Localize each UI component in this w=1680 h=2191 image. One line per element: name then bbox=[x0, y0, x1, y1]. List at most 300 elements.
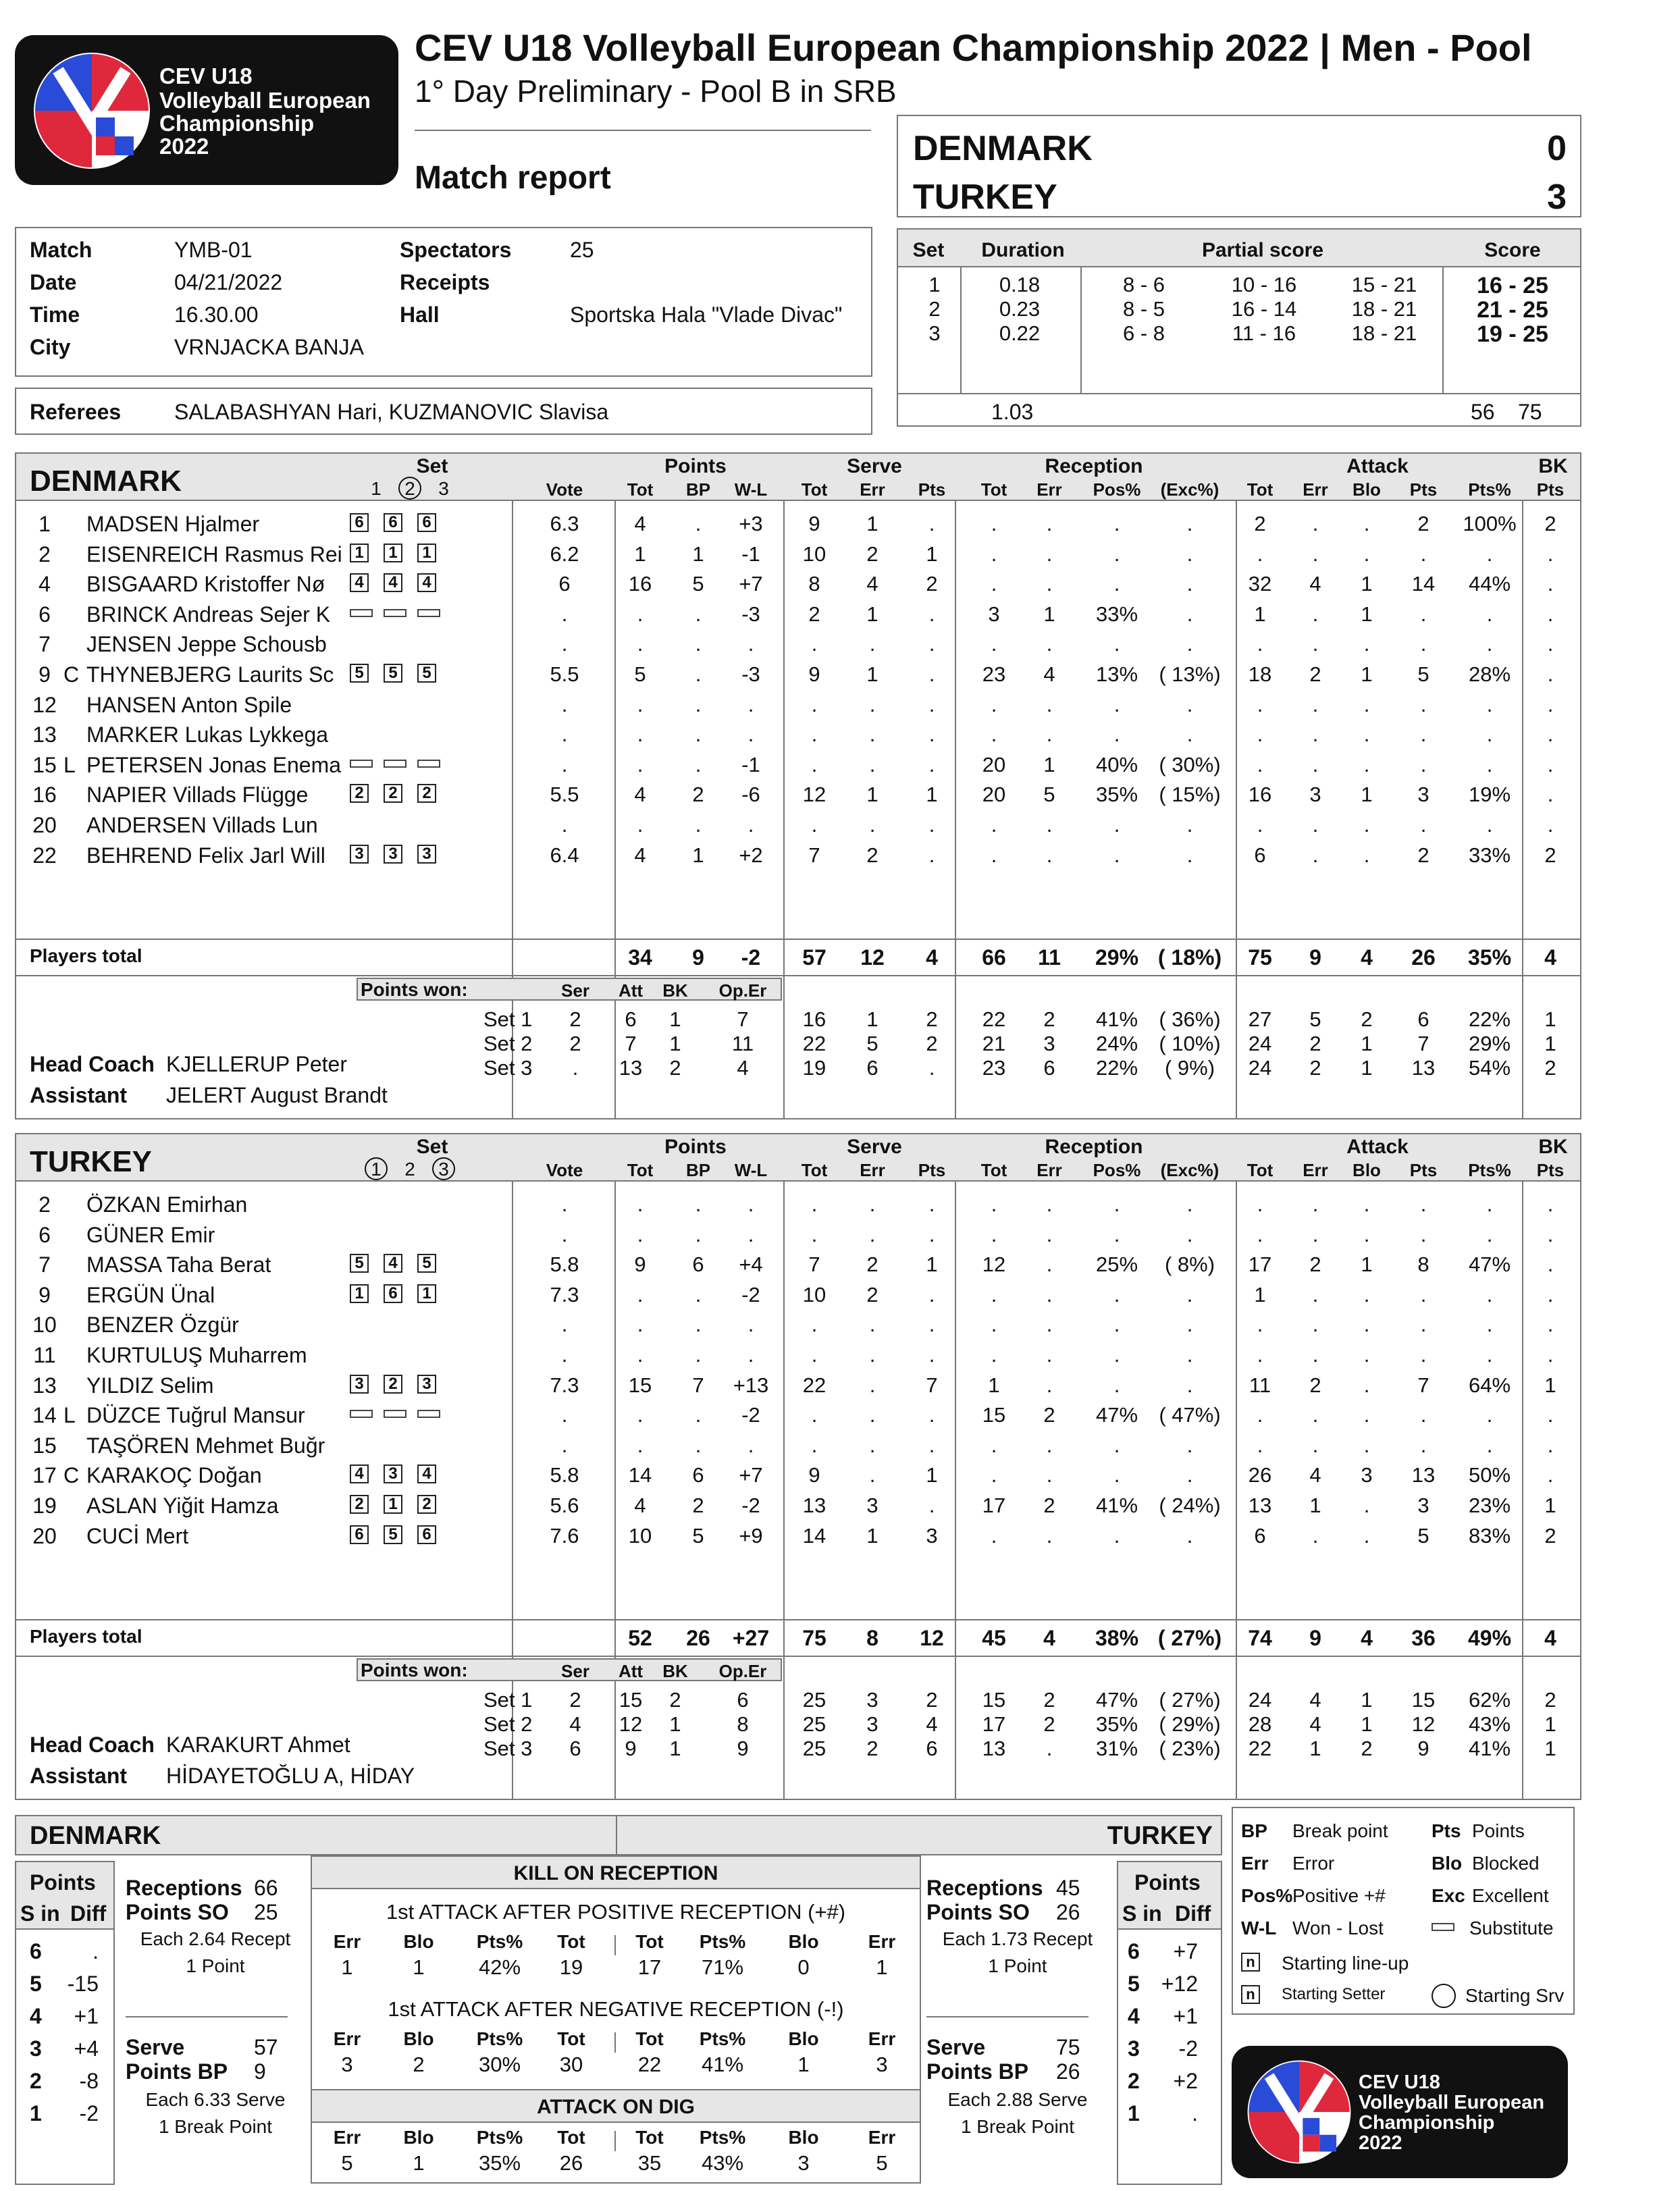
player-number: 22 bbox=[32, 843, 57, 868]
stat-cell: 4 bbox=[634, 1494, 646, 1517]
stat-cell: 2 bbox=[1043, 1494, 1055, 1517]
bottom-team-divider bbox=[616, 1815, 617, 1855]
player-name: MADSEN Hjalmer bbox=[86, 512, 260, 536]
stat-cell: -3 bbox=[741, 662, 760, 686]
stat-cell: 14 bbox=[802, 1523, 826, 1548]
lineup-box: 5 bbox=[384, 664, 402, 683]
points-won-col: BK bbox=[662, 1661, 688, 1681]
stat-cell: . bbox=[1486, 692, 1493, 716]
stat-cell: . bbox=[1486, 1222, 1493, 1246]
stat-cell: . bbox=[561, 632, 568, 656]
player-name: ANDERSEN Villads Lun bbox=[86, 813, 318, 837]
player-name: KURTULUŞ Muharrem bbox=[86, 1343, 307, 1367]
stat-cell: 1 bbox=[1043, 752, 1055, 776]
set-stat-cell: 29% bbox=[1468, 1032, 1511, 1055]
legend-key: Exc bbox=[1432, 1885, 1465, 1906]
points-won-col: Ser bbox=[561, 1661, 589, 1681]
stat-cell: . bbox=[1186, 1313, 1193, 1337]
legend-key: Pos% bbox=[1241, 1885, 1293, 1906]
stat-cell: 6 bbox=[692, 1252, 704, 1277]
sin-rotation: 4 bbox=[30, 2004, 42, 2028]
total-cell: 66 bbox=[982, 945, 1006, 970]
kill-cell: 1 bbox=[797, 2053, 810, 2076]
set-num-header: 3 bbox=[438, 1159, 449, 1180]
table-divider bbox=[1236, 1182, 1237, 1800]
stat-cell: . bbox=[1186, 632, 1193, 656]
totals-divider bbox=[15, 1656, 1581, 1657]
col-sub-header: (Exc%) bbox=[1160, 479, 1219, 500]
stat-cell: 4 bbox=[1309, 1463, 1321, 1487]
kill-col-header: Tot bbox=[557, 2127, 585, 2148]
stat-cell: . bbox=[1547, 1433, 1554, 1457]
stat-cell: -1 bbox=[741, 542, 760, 566]
stat-cell: . bbox=[1547, 692, 1554, 716]
total-cell: 12 bbox=[920, 1626, 944, 1650]
total-cell: 26 bbox=[1411, 945, 1436, 970]
player-name: BRINCK Andreas Sejer K bbox=[86, 602, 331, 627]
table-divider bbox=[783, 501, 785, 1119]
match-info-value: 04/21/2022 bbox=[174, 270, 283, 294]
stat-cell: . bbox=[695, 632, 702, 656]
stat-cell: . bbox=[1363, 1403, 1370, 1427]
col-sub-header: Pos% bbox=[1093, 1160, 1141, 1180]
kill-col-header: Blo bbox=[788, 2028, 819, 2049]
set-stat-cell: 19 bbox=[802, 1056, 826, 1080]
right-serve-label: Serve bbox=[926, 2035, 986, 2059]
stat-cell: . bbox=[1113, 1433, 1120, 1457]
stat-cell: +7 bbox=[739, 1463, 763, 1487]
stat-cell: 14 bbox=[1411, 572, 1436, 596]
col-sub-header: Err bbox=[860, 479, 885, 500]
set-stat-cell: 1 bbox=[1544, 1712, 1556, 1736]
kill-col-header: Pts% bbox=[699, 1931, 746, 1952]
col-sub-header: Tot bbox=[980, 479, 1007, 500]
head-coach-label: Head Coach bbox=[30, 1052, 155, 1076]
set-num-header: 1 bbox=[371, 478, 382, 499]
stat-cell: . bbox=[637, 752, 644, 776]
col-sub-header: Pts bbox=[918, 479, 946, 500]
kill-cell: 71% bbox=[701, 1955, 744, 1979]
stat-cell: . bbox=[747, 632, 754, 656]
player-number: 1 bbox=[38, 512, 51, 536]
stat-cell: 7 bbox=[692, 1373, 704, 1397]
cev-logo-bottom bbox=[1232, 2046, 1568, 2178]
stat-cell: . bbox=[695, 662, 702, 686]
stat-cell: . bbox=[869, 692, 876, 716]
stat-cell: . bbox=[1257, 1222, 1263, 1246]
stat-cell: . bbox=[637, 813, 644, 837]
set-pw-cell: 1 bbox=[669, 1007, 681, 1031]
stat-cell: ( 15%) bbox=[1159, 783, 1221, 807]
stat-cell: 13 bbox=[1411, 1463, 1436, 1487]
player-number: 4 bbox=[38, 572, 51, 597]
stat-cell: . bbox=[811, 722, 818, 747]
stat-cell: . bbox=[928, 662, 935, 686]
stat-cell: . bbox=[637, 1222, 644, 1246]
set-circle-icon bbox=[432, 1157, 455, 1180]
set-stat-cell: 7 bbox=[1417, 1032, 1429, 1055]
stat-cell: . bbox=[747, 1192, 754, 1216]
stat-cell: . bbox=[1046, 1433, 1053, 1457]
logo-text-2: Volleyball European bbox=[1359, 2092, 1545, 2113]
col-sub-header: Tot bbox=[1246, 1160, 1274, 1180]
total-cell: -2 bbox=[741, 945, 761, 970]
stat-cell: 1 bbox=[926, 1252, 938, 1277]
sin-rotation: 5 bbox=[30, 1972, 42, 1996]
stat-cell: . bbox=[1046, 512, 1053, 535]
stat-cell: . bbox=[991, 813, 997, 837]
set-partial-1: 8 - 6 bbox=[1122, 273, 1165, 296]
kill-col-header: Err bbox=[333, 1931, 361, 1952]
stat-cell: 1 bbox=[926, 1463, 938, 1487]
stat-cell: . bbox=[1113, 1523, 1120, 1548]
stat-cell: 12 bbox=[982, 1252, 1006, 1277]
stat-cell: 5 bbox=[1043, 783, 1055, 807]
sin-diff: -15 bbox=[67, 1972, 99, 1996]
right-bp-label: Points BP bbox=[926, 2059, 1029, 2084]
stat-cell: . bbox=[928, 1192, 935, 1216]
stat-cell: . bbox=[991, 722, 997, 747]
set-stat-cell: 2 bbox=[1361, 1737, 1373, 1760]
sin-rotation: 3 bbox=[1128, 2036, 1140, 2061]
totals-divider bbox=[15, 939, 1581, 940]
stat-cell: . bbox=[1186, 813, 1193, 837]
lineup-box: 1 bbox=[350, 1284, 369, 1303]
stat-cell: . bbox=[1046, 1373, 1053, 1397]
stat-cell: . bbox=[1312, 843, 1319, 867]
stat-cell: . bbox=[1363, 843, 1370, 867]
col-sub-header: Tot bbox=[801, 1160, 828, 1180]
lineup-box: 4 bbox=[350, 1464, 369, 1483]
set-pw-cell: 6 bbox=[737, 1688, 749, 1712]
stat-cell: . bbox=[1420, 813, 1427, 837]
stat-cell: 7 bbox=[808, 843, 820, 867]
stat-cell: 8 bbox=[808, 572, 820, 596]
stat-cell: 13 bbox=[1248, 1494, 1272, 1517]
assistant-label: Assistant bbox=[30, 1764, 128, 1788]
player-name: BISGAARD Kristoffer Nø bbox=[86, 572, 325, 597]
set-row-label: Set 2 bbox=[483, 1712, 533, 1736]
stat-cell: 20 bbox=[982, 752, 1006, 776]
set-stat-cell: 22 bbox=[1248, 1737, 1272, 1760]
col-sub-header: Vote bbox=[546, 479, 583, 500]
stat-cell: . bbox=[637, 722, 644, 747]
player-number: 20 bbox=[32, 813, 57, 837]
total-cell: 4 bbox=[1361, 945, 1373, 970]
set-pw-cell: 12 bbox=[619, 1712, 643, 1736]
stat-cell: . bbox=[1363, 813, 1370, 837]
stat-cell: 33% bbox=[1468, 843, 1511, 867]
col-sub-header: BP bbox=[685, 1160, 711, 1180]
total-cell: 57 bbox=[802, 945, 826, 970]
stat-cell: . bbox=[991, 692, 997, 716]
stat-cell: +2 bbox=[739, 843, 763, 867]
kill-cell: 19 bbox=[559, 1955, 583, 1979]
stat-cell: . bbox=[695, 1433, 702, 1457]
table-divider bbox=[955, 501, 956, 1119]
stat-cell: . bbox=[1547, 1252, 1554, 1277]
total-cell: 75 bbox=[1248, 945, 1272, 970]
col-sub-header: Pos% bbox=[1093, 479, 1141, 500]
lineup-box: 2 bbox=[417, 1495, 436, 1514]
stat-cell: . bbox=[811, 1403, 818, 1427]
total-cell: 4 bbox=[1544, 1626, 1556, 1650]
lineup-box: 4 bbox=[384, 1254, 402, 1273]
set-pw-cell: 9 bbox=[737, 1737, 749, 1760]
stat-cell: . bbox=[1547, 722, 1554, 747]
stat-cell: 17 bbox=[982, 1494, 1006, 1517]
stat-cell: +7 bbox=[739, 572, 763, 596]
stat-cell: 3 bbox=[1417, 783, 1429, 807]
total-cell: 26 bbox=[686, 1626, 710, 1650]
lineup-box: 3 bbox=[350, 1375, 369, 1394]
sin-diff: +2 bbox=[1173, 2069, 1198, 2093]
stat-cell: 83% bbox=[1468, 1523, 1511, 1548]
stat-cell: . bbox=[637, 632, 644, 656]
legend-key: Err bbox=[1241, 1853, 1269, 1874]
lineup-box: 1 bbox=[350, 544, 369, 562]
stat-cell: . bbox=[1113, 1373, 1120, 1397]
player-name: ERGÜN Ünal bbox=[86, 1282, 215, 1307]
set-circle-icon bbox=[398, 477, 421, 500]
sets-col-partial: Partial score bbox=[1201, 239, 1324, 261]
col-reception-header: Reception bbox=[1045, 1136, 1143, 1158]
match-info-value: 25 bbox=[570, 238, 594, 262]
sin-diff: +12 bbox=[1161, 1972, 1198, 1996]
stat-cell: 7 bbox=[926, 1373, 938, 1397]
legend-value: Starting line-up bbox=[1282, 1953, 1409, 1974]
stat-cell: . bbox=[1363, 1494, 1370, 1517]
lineup-box: 4 bbox=[350, 573, 369, 592]
player-number: 13 bbox=[32, 1373, 57, 1398]
stat-cell: . bbox=[1046, 722, 1053, 747]
stat-cell: . bbox=[928, 1313, 935, 1337]
stat-cell: . bbox=[1257, 722, 1263, 747]
stat-cell: +13 bbox=[733, 1373, 769, 1397]
stat-cell: . bbox=[1186, 1343, 1193, 1367]
stat-cell: . bbox=[1257, 542, 1263, 566]
match-info-value: VRNJACKA BANJA bbox=[174, 335, 364, 359]
stat-cell: . bbox=[1547, 632, 1554, 656]
set-row-label: Set 2 bbox=[483, 1032, 533, 1055]
stat-cell: . bbox=[1186, 722, 1193, 747]
kill-col-header: Blo bbox=[403, 1931, 434, 1952]
stat-cell: 10 bbox=[802, 1282, 826, 1306]
total-cell: 29% bbox=[1095, 945, 1139, 970]
kill-col-header: Tot bbox=[635, 2028, 664, 2049]
set-score: 19 - 25 bbox=[1477, 321, 1548, 347]
stat-cell: 5.8 bbox=[550, 1252, 579, 1277]
stat-cell: . bbox=[1312, 632, 1319, 656]
legend-value: Break point bbox=[1292, 1820, 1388, 1841]
stat-cell: . bbox=[561, 1192, 568, 1216]
table-divider bbox=[955, 1182, 956, 1800]
sin-rotation: 6 bbox=[1128, 1939, 1140, 1963]
stat-cell: . bbox=[1186, 512, 1193, 535]
set-pw-cell: 1 bbox=[669, 1712, 681, 1736]
player-name: NAPIER Villads Flügge bbox=[86, 783, 309, 808]
legend-value: Points bbox=[1472, 1820, 1525, 1841]
stat-cell: . bbox=[1420, 602, 1427, 626]
legend-value: Excellent bbox=[1472, 1885, 1549, 1906]
set-duration: 0.18 bbox=[999, 273, 1041, 296]
stat-cell: . bbox=[1113, 843, 1120, 867]
set-stat-cell: 47% bbox=[1095, 1688, 1138, 1712]
stat-cell: 6.4 bbox=[550, 843, 579, 867]
stat-cell: 35% bbox=[1095, 783, 1138, 807]
stat-cell: 2 bbox=[1544, 512, 1556, 535]
set-stat-cell: 62% bbox=[1468, 1688, 1511, 1712]
set-stat-cell: 24 bbox=[1248, 1032, 1272, 1055]
stat-cell: . bbox=[695, 1343, 702, 1367]
stat-cell: . bbox=[811, 1433, 818, 1457]
stat-cell: 6 bbox=[1254, 1523, 1266, 1548]
left-each2b: 1 Break Point bbox=[158, 2116, 273, 2137]
stat-cell: . bbox=[561, 692, 568, 716]
col-sub-header: Pts bbox=[1409, 1160, 1438, 1180]
col-sub-header: Tot bbox=[627, 1160, 654, 1180]
legend-value: Won - Lost bbox=[1292, 1918, 1384, 1938]
stat-cell: . bbox=[637, 692, 644, 716]
sin-rotation: 3 bbox=[30, 2036, 42, 2061]
left-sin-label: S in bbox=[20, 1901, 60, 1926]
stat-cell: . bbox=[1113, 542, 1120, 566]
set-stat-cell: 1 bbox=[1544, 1032, 1556, 1055]
set-stat-cell: ( 36%) bbox=[1159, 1007, 1221, 1031]
stat-cell: ( 24%) bbox=[1159, 1494, 1221, 1517]
stat-cell: . bbox=[637, 602, 644, 626]
set-pw-cell: 13 bbox=[619, 1056, 643, 1080]
stat-cell: . bbox=[561, 1222, 568, 1246]
stat-cell: . bbox=[747, 813, 754, 837]
bottom-team-a: DENMARK bbox=[30, 1822, 161, 1850]
stat-cell: 1 bbox=[866, 662, 878, 686]
total-cell: 8 bbox=[866, 1626, 878, 1650]
legend-key: Pts bbox=[1432, 1820, 1461, 1841]
set-stat-cell: 4 bbox=[1309, 1712, 1321, 1736]
set-stat-cell: 2 bbox=[1043, 1712, 1055, 1736]
stat-cell: 2 bbox=[1309, 1252, 1321, 1277]
stat-cell: 4 bbox=[866, 572, 878, 596]
sin-rotation: 1 bbox=[30, 2101, 42, 2126]
logo-text-1: CEV U18 bbox=[159, 63, 253, 88]
set-stat-cell: 3 bbox=[866, 1688, 878, 1712]
stat-cell: . bbox=[811, 1222, 818, 1246]
total-cell: 45 bbox=[982, 1626, 1006, 1650]
stat-cell: 1 bbox=[1309, 1494, 1321, 1517]
set-stat-cell: 35% bbox=[1095, 1712, 1138, 1736]
legend-value: Positive +# bbox=[1292, 1885, 1386, 1906]
report-title: Match report bbox=[415, 160, 611, 196]
player-number: 19 bbox=[32, 1494, 57, 1518]
kill-box bbox=[311, 1855, 921, 2101]
stat-cell: . bbox=[869, 1313, 876, 1337]
stat-cell: . bbox=[695, 722, 702, 747]
set-stat-cell: 17 bbox=[982, 1712, 1006, 1736]
stat-cell: 6 bbox=[1254, 843, 1266, 867]
left-serve-label: Serve bbox=[126, 2035, 185, 2059]
kill-cell: 1 bbox=[413, 2151, 425, 2175]
stat-cell: 10 bbox=[628, 1523, 652, 1548]
legend-value: Error bbox=[1292, 1853, 1335, 1874]
stat-cell: . bbox=[1113, 722, 1120, 747]
player-name: PETERSEN Jonas Enema bbox=[86, 752, 342, 777]
stat-cell: . bbox=[1547, 542, 1554, 566]
kill-col-header: Pts% bbox=[699, 2127, 746, 2148]
set-stat-cell: 2 bbox=[1043, 1688, 1055, 1712]
substitute-icon bbox=[417, 1410, 440, 1418]
col-sub-header: BP bbox=[685, 479, 711, 500]
points-won-col: Op.Er bbox=[718, 1661, 767, 1681]
score-sets-a: 0 bbox=[1547, 129, 1567, 168]
legend-lineup-box: n bbox=[1241, 1985, 1260, 2004]
set-stat-cell: 22% bbox=[1468, 1007, 1511, 1031]
player-number: 17 bbox=[32, 1463, 57, 1488]
page-subtitle: 1° Day Preliminary - Pool B in SRB bbox=[415, 74, 897, 109]
stat-cell: 1 bbox=[692, 542, 704, 566]
set-stat-cell: 9 bbox=[1417, 1737, 1429, 1760]
col-sub-header: Pts bbox=[918, 1160, 946, 1180]
assistant-name: HİDAYETOĞLU A, HİDAY bbox=[166, 1764, 415, 1788]
stat-cell: . bbox=[928, 722, 935, 747]
dig-title: ATTACK ON DIG bbox=[537, 2096, 695, 2118]
stat-cell: 2 bbox=[1417, 843, 1429, 867]
stat-cell: . bbox=[1186, 843, 1193, 867]
player-name: MARKER Lukas Lykkega bbox=[86, 722, 329, 747]
stat-cell: . bbox=[637, 1343, 644, 1367]
col-sub-header: Err bbox=[1036, 1160, 1062, 1180]
match-info-label: Receipts bbox=[400, 270, 490, 294]
substitute-icon bbox=[417, 609, 440, 617]
set-stat-cell: ( 23%) bbox=[1159, 1737, 1221, 1760]
stat-cell: . bbox=[1186, 1192, 1193, 1216]
kill-col-header: Pts% bbox=[476, 1931, 523, 1952]
stat-cell: . bbox=[1046, 542, 1053, 566]
player-number: 12 bbox=[32, 692, 57, 717]
stat-cell: . bbox=[1312, 1433, 1319, 1457]
match-info-label: Date bbox=[30, 270, 77, 294]
stat-cell: 3 bbox=[1417, 1494, 1429, 1517]
kill-col-header: Pts% bbox=[476, 2028, 523, 2049]
stat-cell: . bbox=[637, 1192, 644, 1216]
sets-col-duration: Duration bbox=[981, 239, 1065, 261]
logo-flag-icon bbox=[31, 50, 153, 171]
stat-cell: . bbox=[1486, 813, 1493, 837]
col-sub-header: Err bbox=[1303, 479, 1328, 500]
substitute-icon bbox=[350, 1410, 373, 1418]
total-cell: 38% bbox=[1095, 1626, 1139, 1650]
stat-cell: . bbox=[1312, 722, 1319, 747]
stat-cell: . bbox=[1547, 1463, 1554, 1487]
stat-cell: 1 bbox=[866, 602, 878, 626]
right-stats-divider bbox=[926, 2016, 1088, 2017]
right-serve-value: 75 bbox=[1056, 2035, 1080, 2059]
kill-col-header: Pts% bbox=[476, 2127, 523, 2148]
col-set-header: Set bbox=[416, 1136, 448, 1158]
stat-cell: . bbox=[1363, 1282, 1370, 1306]
player-name: BENZER Özgür bbox=[86, 1313, 239, 1338]
stat-cell: . bbox=[1363, 1373, 1370, 1397]
points-won-col: Att bbox=[618, 980, 644, 1001]
stat-cell: 1 bbox=[1043, 602, 1055, 626]
stat-cell: . bbox=[1312, 813, 1319, 837]
right-bp-value: 26 bbox=[1056, 2059, 1080, 2084]
col-sub-header: Tot bbox=[980, 1160, 1007, 1180]
stat-cell: . bbox=[1363, 722, 1370, 747]
set-stat-cell: 5 bbox=[866, 1032, 878, 1055]
stat-cell: 20 bbox=[982, 783, 1006, 807]
stat-cell: 3 bbox=[926, 1523, 938, 1548]
